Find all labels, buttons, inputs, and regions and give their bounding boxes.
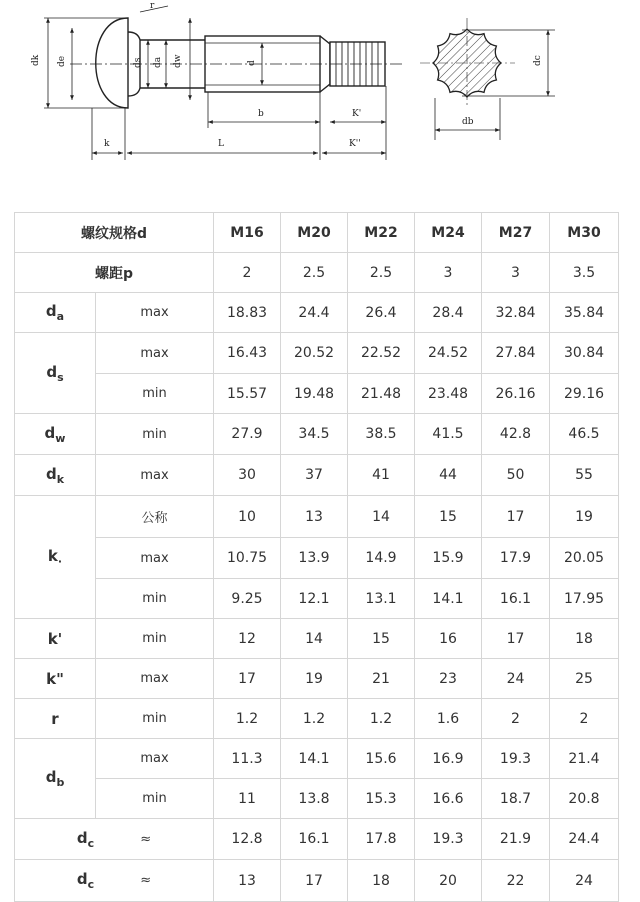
value-cell: 13.9 <box>281 538 348 579</box>
pitch-cell: 2.5 <box>348 253 415 293</box>
symbol-cell <box>15 659 96 699</box>
table-row <box>15 455 619 496</box>
value-cell: 19 <box>281 659 348 699</box>
symbol-subscript: c <box>87 877 95 891</box>
value-cell: 44 <box>415 455 482 496</box>
value-cell: 21.4 <box>550 739 619 779</box>
symbol-text: d <box>45 768 57 786</box>
horizontal-dimension-labels <box>104 109 361 149</box>
pitch-cell: 2.5 <box>281 253 348 293</box>
value-cell: 35.84 <box>550 293 619 333</box>
value-cell: 14.9 <box>348 538 415 579</box>
value-cell: 21.9 <box>482 819 550 860</box>
value-cell: 19.3 <box>415 819 482 860</box>
symbol-cell <box>15 333 96 414</box>
value-cell: 11 <box>214 779 281 819</box>
table-row <box>15 538 619 579</box>
pitch-label-cell: 螺距p <box>15 253 214 293</box>
label-de: de <box>57 55 67 67</box>
value-cell: 1.2 <box>214 699 281 739</box>
condition-cell: min <box>96 779 214 819</box>
condition-cell: min <box>96 619 214 659</box>
symbol-text: d <box>44 423 56 442</box>
size-cell: M16 <box>214 213 281 253</box>
horizontal-dimensions <box>92 86 386 160</box>
table-row <box>15 496 619 538</box>
value-cell: 9.25 <box>214 579 281 619</box>
symbol-text: k' <box>47 629 63 648</box>
value-cell: 15.3 <box>348 779 415 819</box>
symbol-text: k <box>47 546 58 565</box>
table-row <box>15 333 619 374</box>
symbol-cell <box>15 699 96 739</box>
dc-label-cell <box>15 819 214 860</box>
symbol-text: r <box>51 709 59 728</box>
value-cell: 1.6 <box>415 699 482 739</box>
value-cell: 16 <box>415 619 482 659</box>
symbol-subscript: b <box>56 776 65 789</box>
condition-cell: min <box>96 374 214 414</box>
symbol-subscript: · <box>57 554 63 568</box>
value-cell: 17 <box>214 659 281 699</box>
value-cell: 12.1 <box>281 579 348 619</box>
value-cell: 10 <box>214 496 281 538</box>
value-cell: 25 <box>550 659 619 699</box>
value-cell: 13.1 <box>348 579 415 619</box>
value-cell: 28.4 <box>415 293 482 333</box>
value-cell: 17 <box>482 619 550 659</box>
value-cell: 26.16 <box>482 374 550 414</box>
value-cell: 13 <box>214 860 281 902</box>
label-db: db <box>462 117 474 127</box>
symbol-text: k" <box>46 669 64 688</box>
value-cell: 16.1 <box>281 819 348 860</box>
spec-label-cell: 螺纹规格d <box>15 213 214 253</box>
symbol-cell <box>15 293 96 333</box>
table-row <box>15 779 619 819</box>
condition-cell: max <box>96 659 214 699</box>
value-cell: 18 <box>348 860 415 902</box>
value-cell: 14 <box>281 619 348 659</box>
symbol-cell <box>15 739 96 819</box>
value-cell: 23 <box>415 659 482 699</box>
value-cell: 26.4 <box>348 293 415 333</box>
value-cell: 22 <box>482 860 550 902</box>
symbol-cell <box>15 496 96 619</box>
table-row <box>15 659 619 699</box>
value-cell: 30.84 <box>550 333 619 374</box>
symbol-text: d <box>45 302 57 320</box>
size-cell: M27 <box>482 213 550 253</box>
condition-text: ≈ <box>140 873 152 889</box>
size-cell: M22 <box>348 213 415 253</box>
value-cell: 16.43 <box>214 333 281 374</box>
bolt-end-view <box>420 18 555 140</box>
bolt-technical-drawing <box>0 0 640 200</box>
value-cell: 32.84 <box>482 293 550 333</box>
value-cell: 10.75 <box>214 538 281 579</box>
value-cell: 21 <box>348 659 415 699</box>
table-row <box>15 699 619 739</box>
value-cell: 24.4 <box>550 819 619 860</box>
value-cell: 30 <box>214 455 281 496</box>
value-cell: 41.5 <box>415 414 482 455</box>
value-cell: 15.9 <box>415 538 482 579</box>
label-ds: ds <box>133 57 143 68</box>
value-cell: 37 <box>281 455 348 496</box>
value-cell: 13.8 <box>281 779 348 819</box>
dc-label-cell <box>15 860 214 902</box>
symbol-text: d <box>76 870 88 889</box>
table-row <box>15 374 619 414</box>
value-cell: 18.7 <box>482 779 550 819</box>
value-cell: 24.4 <box>281 293 348 333</box>
value-cell: 24 <box>482 659 550 699</box>
value-cell: 14 <box>348 496 415 538</box>
value-cell: 18.83 <box>214 293 281 333</box>
label-dk: dk <box>31 54 41 66</box>
condition-cell: min <box>96 579 214 619</box>
table-row <box>15 739 619 779</box>
value-cell: 12.8 <box>214 819 281 860</box>
value-cell: 17.9 <box>482 538 550 579</box>
condition-cell: 公称 <box>96 496 214 538</box>
value-cell: 38.5 <box>348 414 415 455</box>
value-cell: 16.1 <box>482 579 550 619</box>
value-cell: 27.9 <box>214 414 281 455</box>
pitch-cell: 3 <box>482 253 550 293</box>
symbol-cell <box>15 619 96 659</box>
symbol-subscript: a <box>56 310 65 323</box>
header-size-row <box>15 213 619 253</box>
value-cell: 24.52 <box>415 333 482 374</box>
value-cell: 17 <box>281 860 348 902</box>
value-cell: 15.6 <box>348 739 415 779</box>
value-cell: 46.5 <box>550 414 619 455</box>
symbol-cell <box>15 455 96 496</box>
pitch-cell: 3.5 <box>550 253 619 293</box>
value-cell: 16.9 <box>415 739 482 779</box>
symbol-subscript: w <box>55 431 66 445</box>
table-row <box>15 293 619 333</box>
condition-cell: min <box>96 414 214 455</box>
value-cell: 20.8 <box>550 779 619 819</box>
value-cell: 50 <box>482 455 550 496</box>
symbol-subscript: c <box>87 836 95 850</box>
symbol-subscript: k <box>56 472 65 486</box>
value-cell: 17.8 <box>348 819 415 860</box>
label-k-double-prime: K'' <box>349 139 361 149</box>
condition-text: ≈ <box>140 831 152 847</box>
symbol-subscript: s <box>57 370 64 384</box>
condition-cell: max <box>96 293 214 333</box>
symbol-text: d <box>46 362 58 381</box>
value-cell: 42.8 <box>482 414 550 455</box>
value-cell: 27.84 <box>482 333 550 374</box>
value-cell: 18 <box>550 619 619 659</box>
condition-cell: min <box>96 699 214 739</box>
label-d: d <box>247 60 257 66</box>
value-cell: 14.1 <box>281 739 348 779</box>
value-cell: 19.3 <box>482 739 550 779</box>
value-cell: 19 <box>550 496 619 538</box>
value-cell: 2 <box>482 699 550 739</box>
value-cell: 29.16 <box>550 374 619 414</box>
size-cell: M24 <box>415 213 482 253</box>
value-cell: 41 <box>348 455 415 496</box>
value-cell: 24 <box>550 860 619 902</box>
label-k-prime: K' <box>352 109 362 119</box>
value-cell: 15 <box>348 619 415 659</box>
table-row <box>15 579 619 619</box>
condition-cell: max <box>96 538 214 579</box>
label-da: da <box>153 56 163 68</box>
pitch-cell: 2 <box>214 253 281 293</box>
value-cell: 22.52 <box>348 333 415 374</box>
value-cell: 17.95 <box>550 579 619 619</box>
label-k: k <box>104 139 110 149</box>
value-cell: 20.52 <box>281 333 348 374</box>
bolt-spec-table <box>14 212 619 902</box>
label-dw: dw <box>173 54 183 68</box>
value-cell: 13 <box>281 496 348 538</box>
value-cell: 20.05 <box>550 538 619 579</box>
header-pitch-row <box>15 253 619 293</box>
value-cell: 2 <box>550 699 619 739</box>
table-row <box>15 619 619 659</box>
value-cell: 21.48 <box>348 374 415 414</box>
condition-cell: max <box>96 739 214 779</box>
value-cell: 34.5 <box>281 414 348 455</box>
label-dc: dc <box>533 55 543 66</box>
value-cell: 16.6 <box>415 779 482 819</box>
size-cell: M30 <box>550 213 619 253</box>
condition-cell: max <box>96 455 214 496</box>
condition-cell: max <box>96 333 214 374</box>
value-cell: 55 <box>550 455 619 496</box>
table-row <box>15 414 619 455</box>
value-cell: 23.48 <box>415 374 482 414</box>
pitch-cell: 3 <box>415 253 482 293</box>
value-cell: 15.57 <box>214 374 281 414</box>
value-cell: 17 <box>482 496 550 538</box>
size-cell: M20 <box>281 213 348 253</box>
value-cell: 15 <box>415 496 482 538</box>
value-cell: 1.2 <box>281 699 348 739</box>
label-r: r <box>150 1 155 11</box>
value-cell: 11.3 <box>214 739 281 779</box>
table-row <box>15 860 619 902</box>
symbol-text: d <box>76 828 88 847</box>
symbol-text: d <box>45 464 57 483</box>
symbol-cell <box>15 414 96 455</box>
label-b: b <box>258 109 264 119</box>
value-cell: 20 <box>415 860 482 902</box>
table-row <box>15 819 619 860</box>
value-cell: 14.1 <box>415 579 482 619</box>
label-L: L <box>218 139 224 149</box>
value-cell: 19.48 <box>281 374 348 414</box>
value-cell: 1.2 <box>348 699 415 739</box>
value-cell: 12 <box>214 619 281 659</box>
